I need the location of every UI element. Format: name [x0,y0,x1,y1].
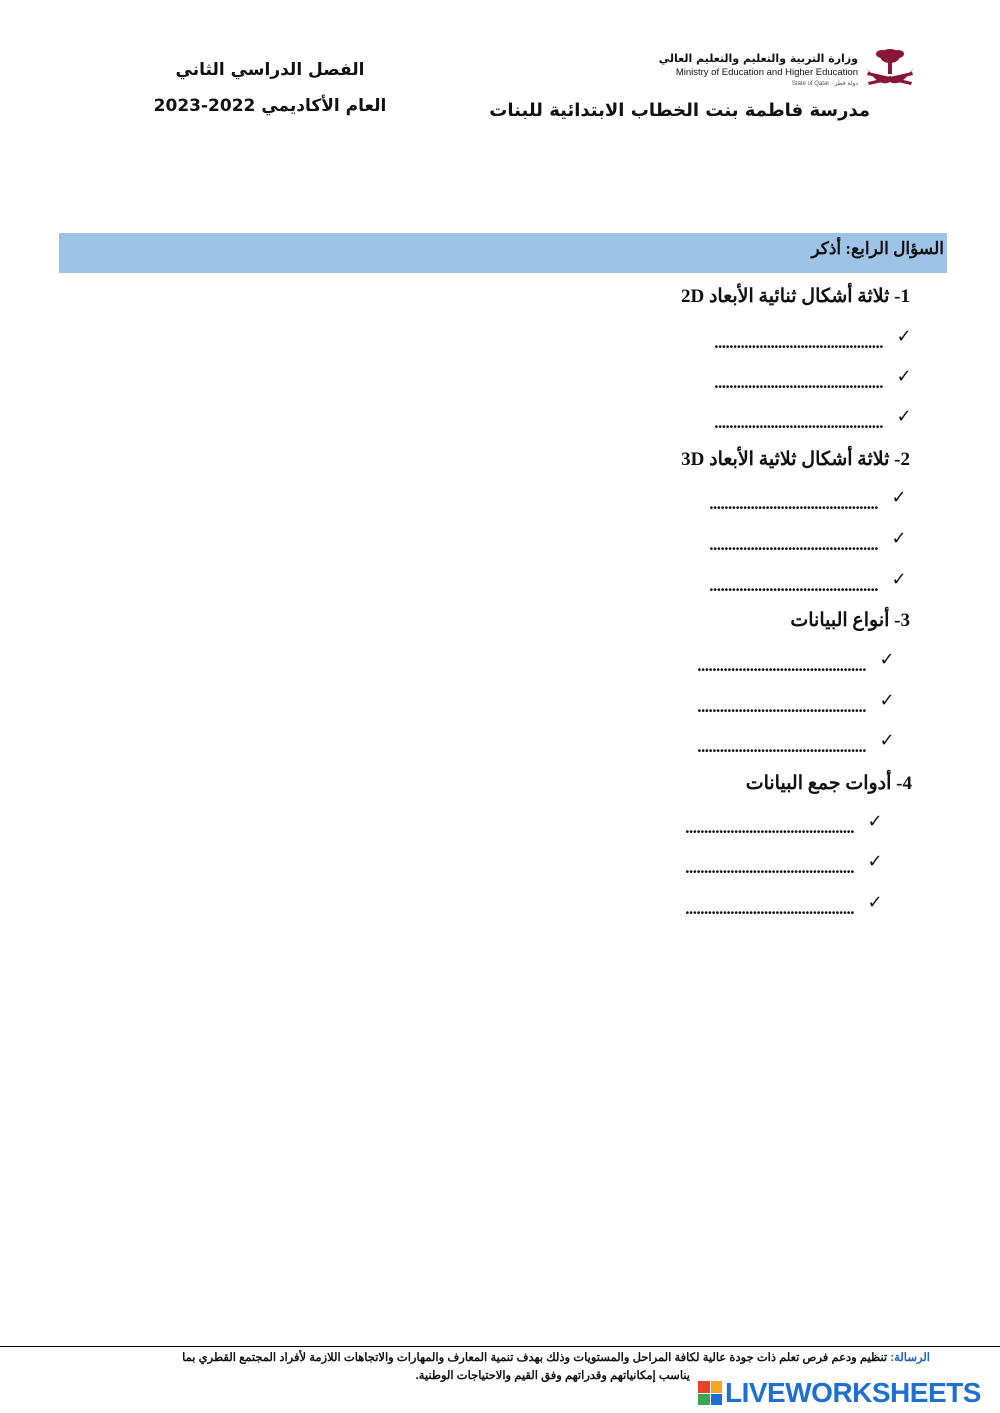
check-icon: ✓ [879,649,895,670]
liveworksheets-icon [698,1381,722,1405]
check-icon: ✓ [896,366,912,387]
ministry-logo [860,42,920,92]
answer-blank-3-2[interactable]: ............................................. [697,697,866,716]
answer-blank-3-1[interactable]: ............................................. [697,656,866,675]
check-icon: ✓ [891,569,907,590]
answer-blank-1-2[interactable]: ............................................. [714,373,883,392]
item-1-title: 1- ثلاثة أشكال ثنائية الأبعاد 2D [680,286,910,307]
answer-blank-4-2[interactable]: ............................................. [685,858,854,877]
question-title: السؤال الرابع: أذكر [811,239,944,258]
answer-blank-1-3[interactable]: ............................................. [714,413,883,432]
answer-blank-1-1[interactable]: ............................................. [714,333,883,352]
footer-message-label: الرسالة: [890,1352,930,1364]
item-2-title: 2- ثلاثة أشكال ثلاثية الأبعاد 3D [681,449,910,470]
item-3-title: 3- أنواع البيانات [790,610,910,631]
answer-blank-4-1[interactable]: ............................................. [685,818,854,837]
check-icon: ✓ [891,487,907,508]
answer-blank-2-2[interactable]: ............................................. [709,535,878,554]
academic-year-label: العام الأكاديمي 2022-2023 [153,96,387,116]
answer-blank-2-3[interactable]: ............................................. [709,576,878,595]
answer-blank-4-3[interactable]: ............................................. [685,899,854,918]
answer-blank-3-3[interactable]: ............................................. [697,737,866,756]
school-name: مدرسة فاطمة بنت الخطاب الابتدائية للبنات [489,100,870,121]
footer-message-line-1: تنظيم ودعم فرص تعلم ذات جودة عالية لكافة المراحل والمستويات وذلك بهدف تنمية المعارف والمهارات والاتجاهات اللازمة لأفراد المجتمع القطري بما [182,1352,891,1364]
semester-label: الفصل الدراسي الثاني [175,60,365,80]
check-icon: ✓ [867,851,883,872]
check-icon: ✓ [879,730,895,751]
ministry-name-arabic: وزارة التربية والتعليم والتعليم العالي [658,52,858,65]
check-icon: ✓ [867,811,883,832]
footer-message [60,1349,930,1368]
answer-blank-2-1[interactable]: ............................................. [709,494,878,513]
item-4-title: 4- أدوات جمع البيانات [745,773,912,794]
check-icon: ✓ [896,326,912,347]
check-icon: ✓ [891,528,907,549]
footer-divider [0,1346,1000,1347]
liveworksheets-wordmark: LIVEWORKSHEETS [725,1377,981,1408]
check-icon: ✓ [867,892,883,913]
state-label: State of Qatar · دولة قطر [791,81,858,87]
footer-message-line-2: يناسب إمكانياتهم وقدراتهم وفق القيم والاحتياجات الوطنية. [415,1370,690,1382]
ministry-name-english: Ministry of Education and Higher Education [675,67,858,78]
liveworksheets-logo[interactable] [698,1378,981,1408]
check-icon: ✓ [896,406,912,427]
check-icon: ✓ [879,690,895,711]
question-banner [59,233,947,273]
